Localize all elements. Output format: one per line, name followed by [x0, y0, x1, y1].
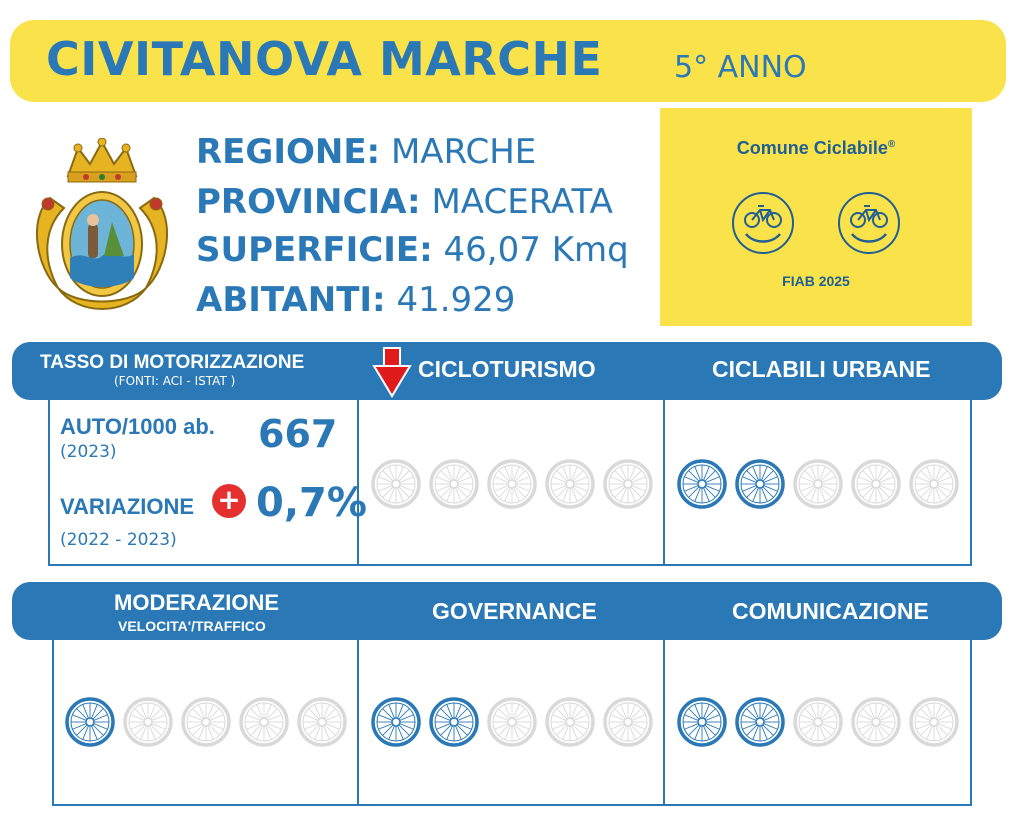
wheel-inactive-icon: [486, 696, 538, 748]
wheel-active-icon: [370, 696, 422, 748]
divider: [663, 640, 665, 806]
info-value: MACERATA: [431, 182, 613, 222]
moderazione-subtitle: VELOCITA'/TRAFFICO: [118, 618, 266, 634]
plus-icon: +: [212, 484, 246, 518]
wheel-inactive-icon: [908, 458, 960, 510]
wheel-inactive-icon: [238, 696, 290, 748]
info-abitanti: [196, 280, 515, 320]
divider: [357, 640, 359, 806]
wheel-inactive-icon: [544, 696, 596, 748]
wheel-inactive-icon: [544, 458, 596, 510]
cicloturismo-title: CICLOTURISMO: [418, 356, 596, 382]
ciclabili-rating: [676, 458, 960, 510]
badge-footer: FIAB 2025: [782, 273, 850, 289]
info-key: SUPERFICIE:: [196, 230, 433, 270]
info-superficie: [196, 230, 629, 270]
ciclabili-title: CICLABILI URBANE: [712, 356, 931, 382]
wheel-inactive-icon: [370, 458, 422, 510]
wheel-active-icon: [676, 458, 728, 510]
variation-period: (2022 - 2023): [60, 530, 177, 550]
moderazione-rating: [64, 696, 348, 748]
info-value: 41.929: [396, 280, 516, 320]
wheel-inactive-icon: [122, 696, 174, 748]
year-label: 5° ANNO: [674, 50, 807, 85]
cicloturismo-rating: [370, 458, 654, 510]
wheel-active-icon: [64, 696, 116, 748]
motorization-title: TASSO DI MOTORIZZAZIONE: [40, 352, 305, 373]
divider: [663, 400, 665, 566]
city-name: CIVITANOVA MARCHE: [46, 32, 603, 86]
wheel-inactive-icon: [296, 696, 348, 748]
badge-title: [660, 138, 972, 159]
wheel-inactive-icon: [486, 458, 538, 510]
bike-smiley-icon: [730, 190, 796, 256]
info-key: PROVINCIA:: [196, 182, 421, 222]
variation-label: VARIAZIONE: [60, 494, 195, 519]
down-arrow-icon: [372, 346, 412, 398]
wheel-active-icon: [428, 696, 480, 748]
moderazione-title: MODERAZIONE: [114, 590, 279, 615]
wheel-active-icon: [676, 696, 728, 748]
info-key: ABITANTI:: [196, 280, 386, 320]
coat-of-arms-icon: [28, 138, 176, 318]
governance-rating: [370, 696, 654, 748]
variation-value: 0,7%: [256, 480, 367, 526]
wheel-inactive-icon: [908, 696, 960, 748]
auto-value: 667: [258, 412, 338, 456]
wheel-inactive-icon: [428, 458, 480, 510]
info-regione: [196, 132, 536, 172]
info-value: MARCHE: [390, 132, 537, 172]
info-key: REGIONE:: [196, 132, 381, 172]
motorization-source: (FONTI: ACI - ISTAT ): [114, 374, 236, 388]
comunicazione-title: COMUNICAZIONE: [732, 598, 929, 624]
bike-smiley-icon: [836, 190, 902, 256]
auto-label: AUTO/1000 ab.: [60, 414, 215, 439]
comunicazione-rating: [676, 696, 960, 748]
wheel-active-icon: [734, 696, 786, 748]
wheel-inactive-icon: [792, 696, 844, 748]
wheel-inactive-icon: [792, 458, 844, 510]
registered-mark: ®: [887, 139, 896, 150]
wheel-inactive-icon: [180, 696, 232, 748]
auto-year: (2023): [60, 442, 117, 462]
wheel-inactive-icon: [850, 458, 902, 510]
wheel-inactive-icon: [602, 458, 654, 510]
title-banner: [10, 20, 1006, 102]
governance-title: GOVERNANCE: [432, 598, 597, 624]
badge-title-text: Comune Ciclabile: [736, 138, 888, 158]
info-provincia: [196, 182, 613, 222]
info-value: 46,07 Kmq: [443, 230, 629, 270]
wheel-active-icon: [734, 458, 786, 510]
wheel-inactive-icon: [602, 696, 654, 748]
comune-ciclabile-badge: [660, 108, 972, 326]
wheel-inactive-icon: [850, 696, 902, 748]
